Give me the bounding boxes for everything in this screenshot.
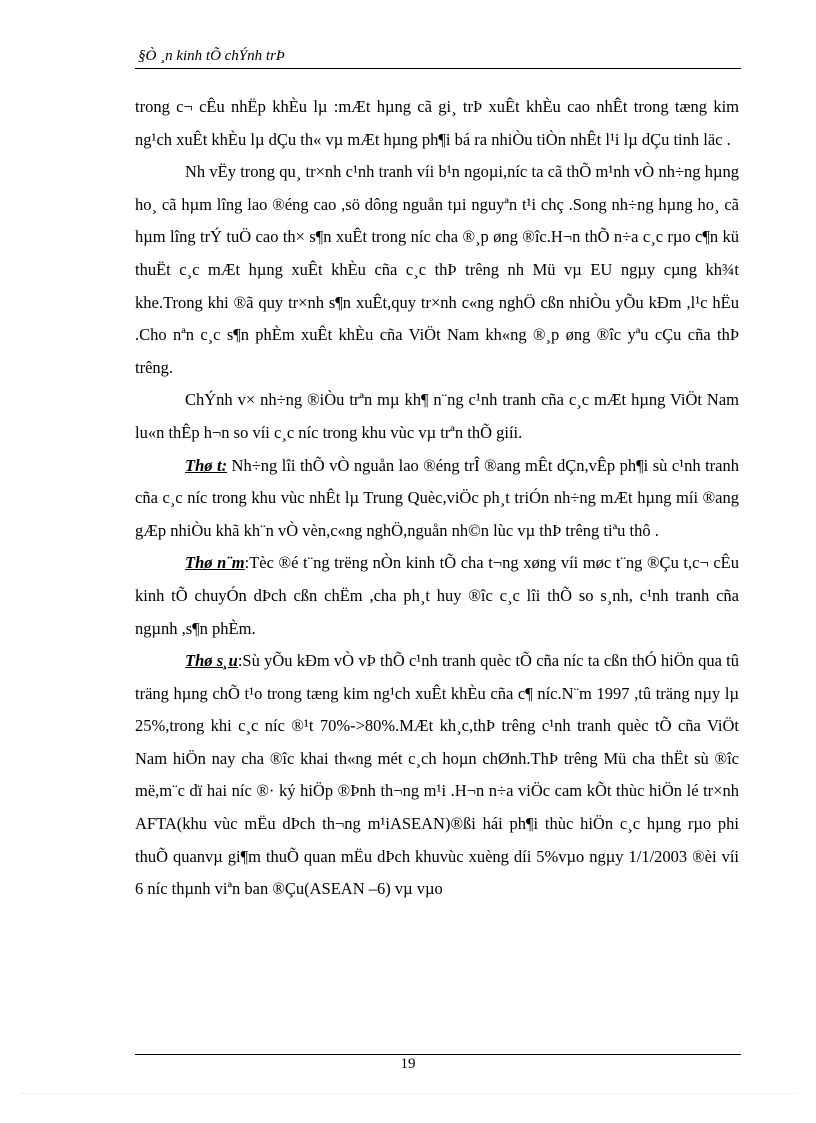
paragraph-sixth-heading: Thø s¸u bbox=[185, 651, 238, 671]
paragraph-sixth-text: :Sù yÕu kÐm vÒ vÞ thÕ c¹nh tranh quèc tÕ cña níc ta cßn thÓ hiÖn qua tû träng hµng chÕ t¹o trong tæng kim ng¹ch xuÊt khÈu cña c¶ níc.N¨m 1997 ,tû träng nµy lµ 25%,trong khi c¸c níc ®¹t 70%->80%.MÆt kh¸c,thÞ trêng c¹nh tranh quèc tÕ cña ViÖt Nam hiÖn nay cha ®îc khai th«ng mét c¸ch hoµn chØnh.ThÞ trêng Mü cha thËt sù ®îc më,m¨c dï hai níc ®· ký hiÖp ®Þnh th¬ng m¹i .H¬n n÷a viÖc cam kÕt thùc hiÖn lé tr×nh AFTA(khu vùc mËu dÞch th¬ng m¹iASEAN)®ßi hái ph¶i thùc hiÖn c¸c hµng rµo phi thuÕ quanvµ gi¶m thuÕ quan mËu dÞch khuvùc xuèng díi 5%vµo ngµy 1/1/2003 ®èi víi 6 níc thµnh viªn ban ®Çu(ASEAN –6) vµ vµo bbox=[135, 651, 739, 899]
page-number: 19 bbox=[400, 1056, 416, 1072]
page-header-title: §Ò ¸n kinh tÕ chÝnh trÞ bbox=[138, 48, 286, 64]
paragraph-competition: Nh vËy trong qu¸ tr×nh c¹nh tranh víi b¹n ngoµi,níc ta cã thÕ m¹nh vÒ nh÷ng hµng ho¸ cã hµm lîng lao ®éng cao ,sö dông nguån tµi nguyªn t¹i chç .Song nh÷ng hµng ho¸ cã hµm lîng trÝ tuÖ cao th× s¶n xuÊt trong níc cha ®¸p øng ®îc.H¬n thÕ n÷a c¸c rµo c¶n kü thuËt c¸c mÆt hµng xuÊt khÈu cña c¸c thÞ trêng nh Mü vµ EU ngµy cµng kh¾t khe.Trong khi ®ã quy tr×nh s¶n xuÊt,quy tr×nh c«ng nghÖ cßn nhiÒu yÕu kÐm ,l¹c hËu .Cho nªn c¸c s¶n phÈm xuÊt khÈu cña ViÖt Nam kh«ng ®¸p øng ®îc yªu cÇu cña thÞ trêng. bbox=[135, 162, 739, 377]
document-body bbox=[135, 91, 739, 906]
paragraph-fifth-heading: Thø n¨m bbox=[185, 553, 245, 573]
paragraph-fifth bbox=[135, 547, 739, 645]
page-bottom-border bbox=[20, 1093, 796, 1094]
paragraph-fourth-heading: Thø t: bbox=[185, 455, 228, 475]
paragraph-fourth bbox=[135, 450, 739, 548]
paragraph-sixth bbox=[135, 645, 739, 906]
paragraph-conclusion: ChÝnh v× nh÷ng ®iÒu trªn mµ kh¶ n¨ng c¹nh tranh cña c¸c mÆt hµng ViÖt Nam lu«n thÊp h¬n so víi c¸c níc trong khu vùc vµ trªn thÕ giíi. bbox=[135, 390, 739, 442]
paragraph-fifth-text: :Tèc ®é t¨ng trëng nÒn kinh tÕ cha t¬ng xøng víi møc t¨ng ®Çu t,c¬ cÊu kinh tÕ chuyÓn dÞch cßn chËm ,cha ph¸t huy ®îc c¸c lîi thÕ so s¸nh, c¹nh tranh cña ngµnh ,s¶n phÈm. bbox=[135, 553, 740, 638]
footer-divider bbox=[135, 1054, 741, 1055]
paragraph-fourth-text: Nh÷ng lîi thÕ vÒ nguån lao ®éng trÎ ®ang mÊt dÇn,vÊp ph¶i sù c¹nh tranh cña c¸c níc trong khu vùc nhÊt lµ Trung Quèc,viÖc ph¸t triÓn nh÷ng mÆt hµng míi ®ang gÆp nhiÒu khã kh¨n vÒ vèn,c«ng nghÖ,nguån nh©n lùc vµ thÞ trêng tiªu thô . bbox=[135, 455, 739, 540]
paragraph-continuation: trong c¬ cÊu nhËp khÈu lµ :mÆt hµng cã gi¸ trÞ xuÊt khÈu cao nhÊt trong tæng kim ng¹ch xuÊt khÈu lµ dÇu th« vµ mÆt hµng ph¶i bá ra nhiÒu tiÒn nhÊt l¹i lµ dÇu tinh läc . bbox=[135, 97, 739, 149]
header-divider bbox=[135, 68, 741, 69]
